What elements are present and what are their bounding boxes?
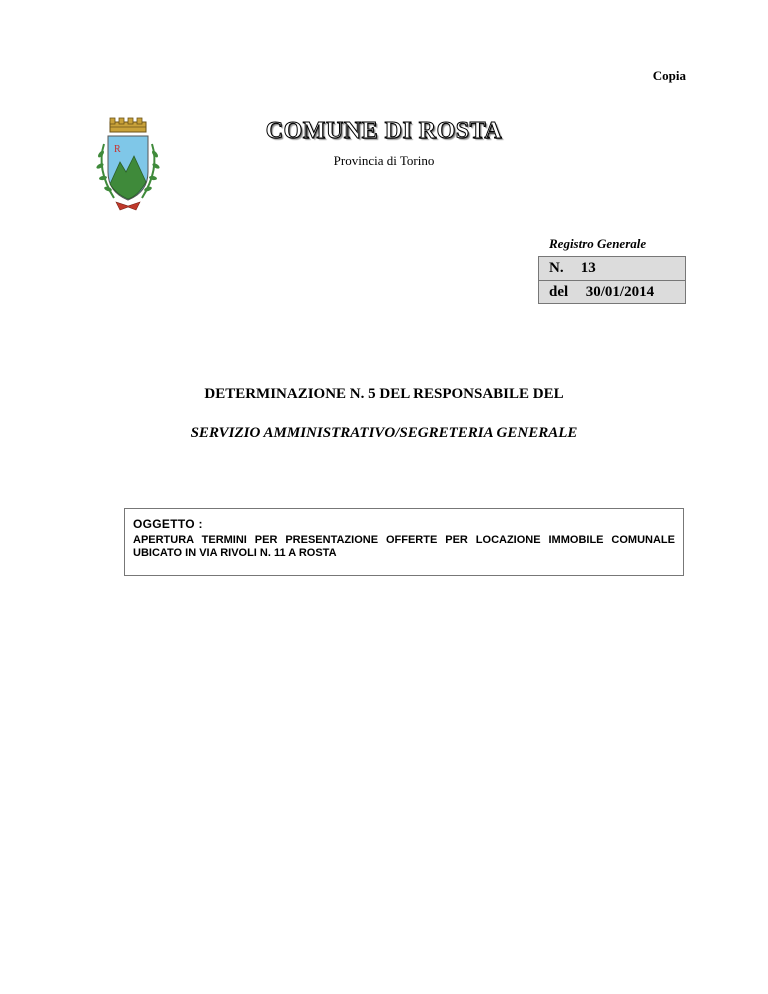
determination-service: SERVIZIO AMMINISTRATIVO/SEGRETERIA GENERALE (190, 425, 578, 441)
crest-letter: R (114, 144, 121, 155)
subject-text: APERTURA TERMINI PER PRESENTAZIONE OFFERTE PER LOCAZIONE IMMOBILE COMUNALE UBICATO IN VIA RIVOLI N. 11 A ROSTA (133, 534, 675, 559)
copy-label: Copia (652, 68, 686, 83)
subject-box (124, 508, 684, 576)
registro-number-key: N. (549, 260, 564, 276)
province-subtitle: Provincia di Torino (333, 153, 435, 168)
municipality-title: COMUNE DI ROSTA (265, 118, 503, 144)
registro-number-row (539, 257, 685, 281)
subject-label: OGGETTO : (133, 517, 203, 531)
registro-date-row (539, 281, 685, 304)
registro-box (538, 256, 686, 304)
registro-number-value: 13 (580, 260, 596, 276)
registro-date-value: 30/01/2014 (585, 284, 655, 300)
registro-date-key: del (549, 284, 569, 300)
determination-title: DETERMINAZIONE N. 5 DEL RESPONSABILE DEL (204, 386, 564, 402)
registro-label: Registro Generale (549, 236, 647, 251)
